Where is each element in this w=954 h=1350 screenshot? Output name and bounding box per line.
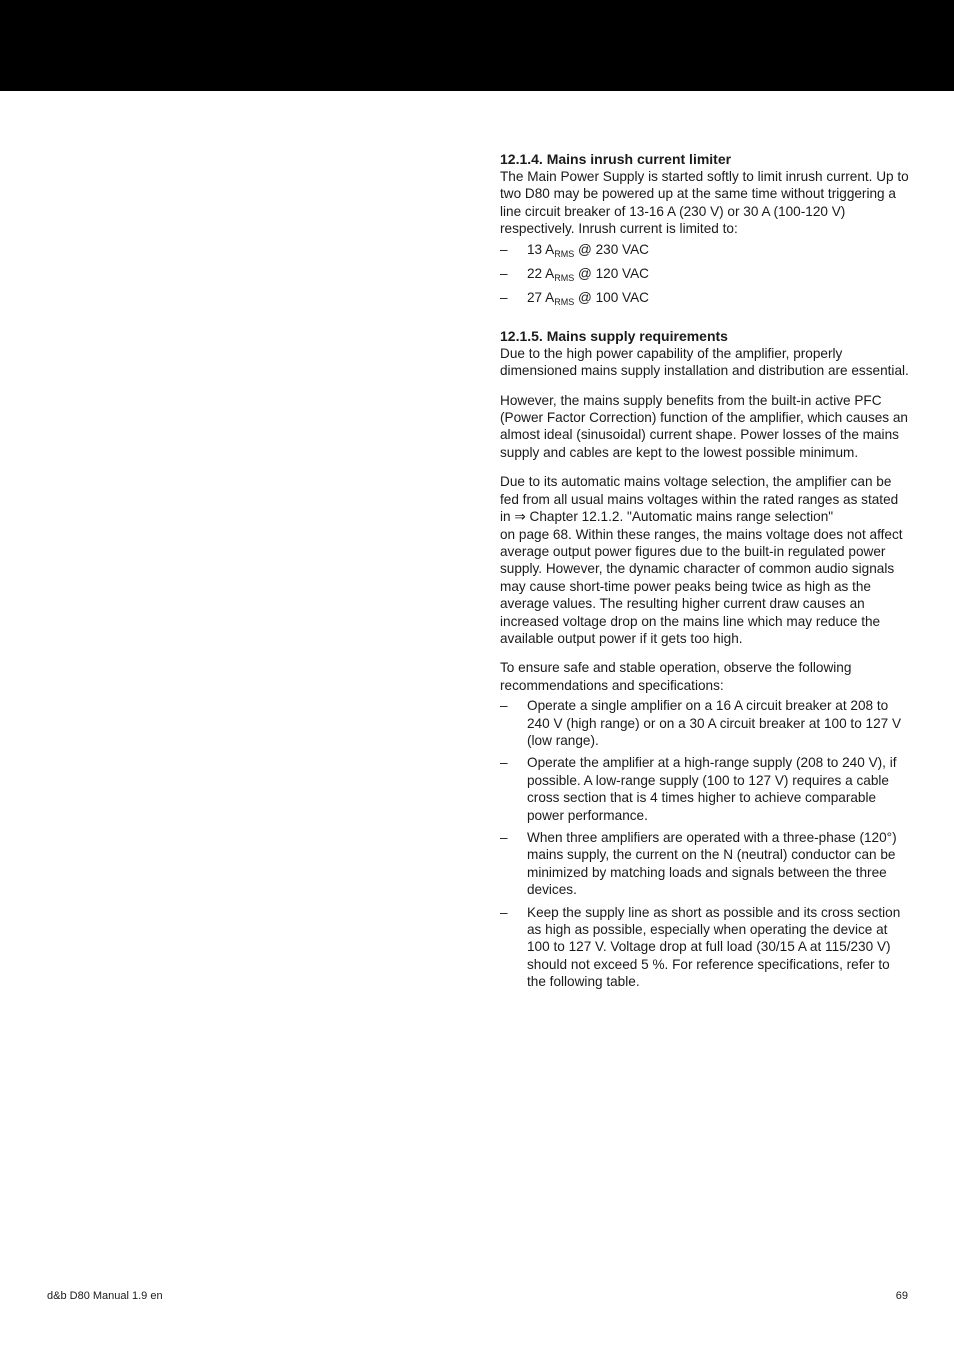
list-item	[500, 265, 910, 282]
voltage-value: @ 100 VAC	[574, 290, 649, 306]
list-item	[500, 241, 910, 258]
bullet-dash: –	[500, 698, 508, 714]
bullet-dash: –	[500, 904, 508, 920]
current-value: 13 A	[527, 241, 555, 257]
list-item	[500, 697, 910, 749]
main-content	[500, 150, 910, 996]
header-bar	[0, 0, 954, 91]
voltage-value: @ 120 VAC	[574, 266, 649, 282]
section-inrush-limiter	[500, 150, 910, 307]
inrush-limit-list	[500, 241, 910, 307]
rms-subscript: RMS	[554, 297, 575, 308]
paragraph-text: on page 68. Within these ranges, the mains voltage does not affect average output power figures due to the built-in regulated power supply. However, the dynamic character of common audio signals may cause short-time power peaks being twice as high as the average values. The resulting higher current draw causes an increased voltage drop on the mains line which may reduce the available output power if it gets too high.	[500, 526, 903, 646]
footer-page-number: 69	[895, 1290, 908, 1302]
bullet-dash: –	[500, 830, 508, 845]
section-heading: 12.1.4. Mains inrush current limiter	[500, 151, 732, 167]
voltage-value: @ 230 VAC	[574, 241, 649, 257]
list-item	[500, 289, 910, 306]
current-value: 27 A	[527, 290, 555, 306]
rms-subscript: RMS	[554, 273, 575, 284]
section-paragraph: To ensure safe and stable operation, observe the following recommendations and specifications:	[500, 660, 852, 693]
bullet-dash: –	[500, 290, 508, 306]
footer-document-title: d&b D80 Manual 1.9 en	[47, 1290, 163, 1302]
section-paragraph	[500, 473, 910, 647]
arrow-icon: ⇒	[514, 509, 526, 525]
list-item	[500, 754, 910, 824]
list-item-text: Keep the supply line as short as possible and its cross section as high as possible, especially when operating the device at 100 to 127 V. Voltage drop at full load (30/15 A at 115/230 V) should not exceed 5 %. For reference specifications, refer to the following table.	[527, 904, 901, 990]
current-value: 22 A	[527, 266, 555, 282]
section-paragraph: The Main Power Supply is started softly to limit inrush current. Up to two D80 may be powered up at the same time without triggering a line circuit breaker of 13-16 A (230 V) or 30 A (100-120 V) respectively. Inrush current is limited to:	[500, 169, 909, 237]
bullet-dash: –	[500, 241, 508, 257]
list-item-text: Operate the amplifier at a high-range supply (208 to 240 V), if possible. A low-range supply (100 to 127 V) requires a cable cross section that is 4 times higher to achieve comparable power performance.	[527, 755, 897, 823]
bullet-dash: –	[500, 755, 508, 771]
list-item	[500, 829, 910, 899]
paragraph-text: Due to its automatic mains voltage selection, the amplifier can be fed from all usual mains voltages within the rated ranges as stated in	[500, 474, 899, 525]
section-paragraph: Due to the high power capability of the amplifier, properly dimensioned mains supply installation and distribution are essential.	[500, 345, 909, 379]
chapter-reference-link[interactable]: Chapter 12.1.2. "Automatic mains range selection"	[525, 509, 834, 525]
section-heading: 12.1.5. Mains supply requirements	[500, 327, 728, 344]
list-item-text: Operate a single amplifier on a 16 A circuit breaker at 208 to 240 V (high range) or on a 30 A circuit breaker at 100 to 127 V (low range).	[527, 698, 902, 748]
section-paragraph: However, the mains supply benefits from the built-in active PFC (Power Factor Correction) function of the amplifier, which causes an almost ideal (sinusoidal) current shape. Power losses of the mains supply and cables are kept to the lowest possible minimum.	[500, 392, 908, 460]
bullet-dash: –	[500, 266, 508, 282]
rms-subscript: RMS	[554, 248, 575, 259]
list-item-text: When three amplifiers are operated with a three-phase (120°) mains supply, the current on the N (neutral) conductor can be minimized by matching loads and signals between the three devices.	[527, 830, 897, 898]
section-supply-requirements	[500, 327, 910, 991]
recommendations-list	[500, 697, 910, 991]
list-item	[500, 904, 910, 991]
